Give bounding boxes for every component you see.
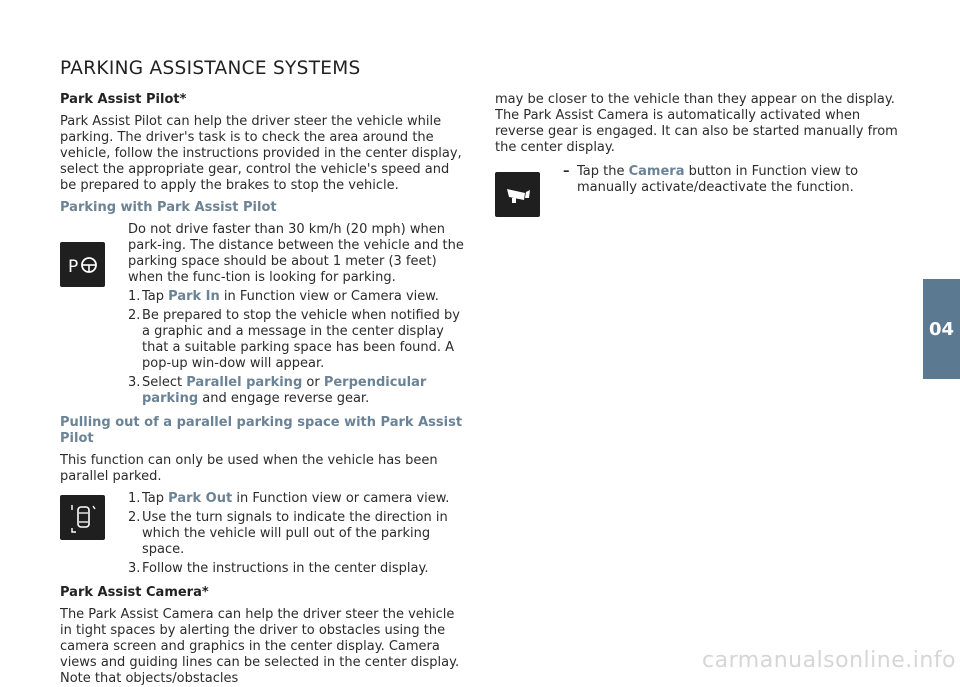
- perpendicular-parking-link[interactable]: Perpendicular parking: [142, 375, 427, 406]
- park-assist-pilot-intro: Park Assist Pilot can help the driver steer the vehicle while parking. The driver's task is to check the area around the vehicle, follow the instructions provided in the center display, select the appropriate gear, control the vehicle's speed and be prepared to apply the brakes to stop the vehicle.: [60, 114, 462, 193]
- watermark: carmanualsonline.info: [702, 648, 956, 673]
- pullout-steps: [128, 491, 465, 577]
- pullout-heading: Pulling out of a parallel parking space with Park Assist Pilot: [60, 415, 463, 446]
- camera-link[interactable]: Camera: [628, 164, 685, 179]
- list-item: – Tap the Camera button in Function view to manually activate/deactivate the function.: [563, 164, 859, 195]
- page-title: PARKING ASSISTANCE SYSTEMS: [60, 58, 361, 79]
- list-item: 3. Follow the instructions in the center display.: [128, 561, 429, 576]
- parking-section: [60, 222, 465, 407]
- camera-icon: [495, 172, 540, 217]
- parking-intro: Do not drive faster than 30 km/h (20 mph) when park-ing. The distance between the vehicle and the parking space should be about 1 meter (3 feet) when the func-tion is looking for parking.: [128, 222, 464, 285]
- park-in-link[interactable]: Park In: [168, 289, 220, 304]
- camera-continued-text: may be closer to the vehicle than they appear on the display. The Park Assist Camera is automatically activated when reverse gear is engaged. It can also be started manually from the center display.: [495, 92, 898, 155]
- park-out-link[interactable]: Park Out: [168, 491, 233, 506]
- parking-heading: Parking with Park Assist Pilot: [60, 200, 277, 215]
- svg-text:P: P: [67, 256, 78, 277]
- park-out-icon: [60, 495, 105, 540]
- list-item: 2. Be prepared to stop the vehicle when notified by a graphic and a message in the center display that a suitable parking space has been found. A pop-up win-dow will appear.: [128, 308, 460, 371]
- park-assist-camera-intro: The Park Assist Camera can help the driver steer the vehicle in tight spaces by alerting the driver to obstacles using the camera screen and graphics in the center display. Camera views and guiding lines can be selected in the center display. Note that objects/obstacles: [60, 607, 460, 686]
- list-item: 2. Use the turn signals to indicate the direction in which the vehicle will pull out of the parking space.: [128, 510, 448, 557]
- camera-action-section: [495, 164, 900, 196]
- left-column: [60, 92, 465, 687]
- list-item: 1. Tap Park Out in Function view or camera view.: [128, 491, 450, 506]
- pullout-section: [60, 491, 465, 577]
- park-assist-pilot-heading: Park Assist Pilot*: [60, 92, 187, 107]
- park-assist-icon: [60, 242, 105, 287]
- parallel-parking-link[interactable]: Parallel parking: [186, 375, 303, 390]
- park-assist-camera-heading: Park Assist Camera*: [60, 585, 209, 600]
- pullout-intro: This function can only be used when the vehicle has been parallel parked.: [60, 453, 438, 484]
- right-column: [495, 92, 900, 196]
- list-item: 1. Tap Park In in Function view or Camera view.: [128, 289, 439, 304]
- list-item: 3. Select Parallel parking or Perpendicular parking and engage reverse gear.: [128, 375, 427, 406]
- parking-steps: [128, 289, 465, 407]
- chapter-tab[interactable]: 04: [923, 279, 960, 379]
